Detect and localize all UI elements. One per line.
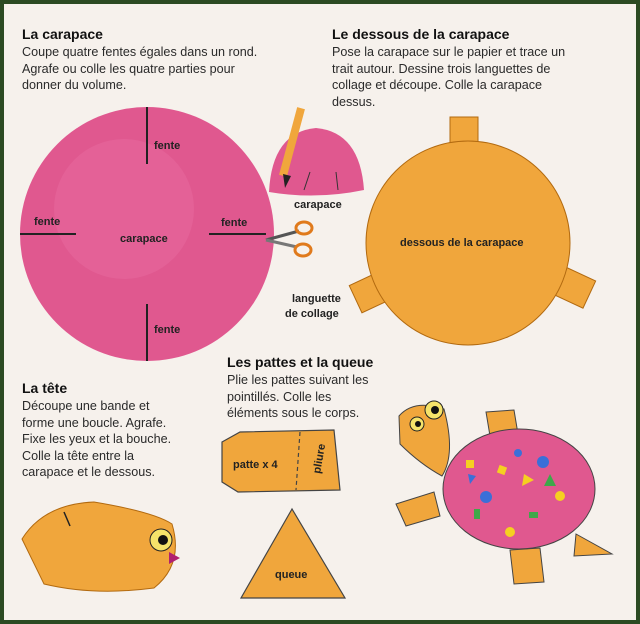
tail-piece <box>241 509 345 598</box>
tete-instruction-3: Fixe les yeux et la bouche. <box>22 432 172 446</box>
fente-right-label: fente <box>221 217 248 229</box>
pattes-instruction-2: pointillés. Colle les <box>227 389 332 404</box>
tete-instruction-4: Colle la tête entre la <box>22 448 135 463</box>
dessous-instruction-4: dessus. <box>332 94 376 109</box>
carapace-dome-label: carapace <box>294 199 342 211</box>
pattes-instruction-1: Plie les pattes suivant les <box>227 373 369 387</box>
fente-left-label: fente <box>34 216 61 228</box>
carapace-section <box>22 26 322 94</box>
dessous-instruction-2: trait autour. Dessine trois languettes de <box>332 61 551 76</box>
dessous-instruction-3: collage et découpe. Colle la carapace <box>332 78 543 92</box>
undershell-label: dessous de la carapace <box>400 237 524 249</box>
fente-top-label: fente <box>154 140 181 152</box>
pattes-section <box>227 354 417 422</box>
fente-bottom-label: fente <box>154 324 181 336</box>
dessous-section <box>332 26 632 110</box>
carapace-disc <box>20 107 274 361</box>
carapace-center-label: carapace <box>120 233 168 245</box>
leg-piece <box>222 430 340 492</box>
languette-label-2: de collage <box>285 308 339 320</box>
dessous-title: Le dessous de la carapace <box>332 26 510 42</box>
tete-instruction-2: forme une boucle. Agrafe. <box>22 415 167 430</box>
carapace-instruction-3: donner du volume. <box>22 78 127 92</box>
carapace-instruction-1: Coupe quatre fentes égales dans un rond. <box>22 45 258 59</box>
tete-instruction-5: carapace et le dessous. <box>22 465 156 479</box>
pattes-title: Les pattes et la queue <box>227 354 374 370</box>
pliure-label: pliure <box>311 442 329 475</box>
tete-instruction-1: Découpe une bande et <box>22 399 150 413</box>
carapace-title: La carapace <box>22 26 103 42</box>
head-piece <box>22 502 180 591</box>
tete-title: La tête <box>22 380 68 396</box>
languette-label-1: languette <box>292 293 341 305</box>
carapace-instruction-2: Agrafe ou colle les quatre parties pour <box>22 61 235 76</box>
tete-section <box>22 380 222 481</box>
pattes-instruction-3: éléments sous le corps. <box>227 406 360 420</box>
patte-label: patte x 4 <box>233 459 278 471</box>
dessous-instruction-1: Pose la carapace sur le papier et trace un <box>332 45 566 59</box>
craft-page <box>4 4 636 620</box>
finished-turtle <box>396 401 612 584</box>
queue-label: queue <box>275 569 308 581</box>
